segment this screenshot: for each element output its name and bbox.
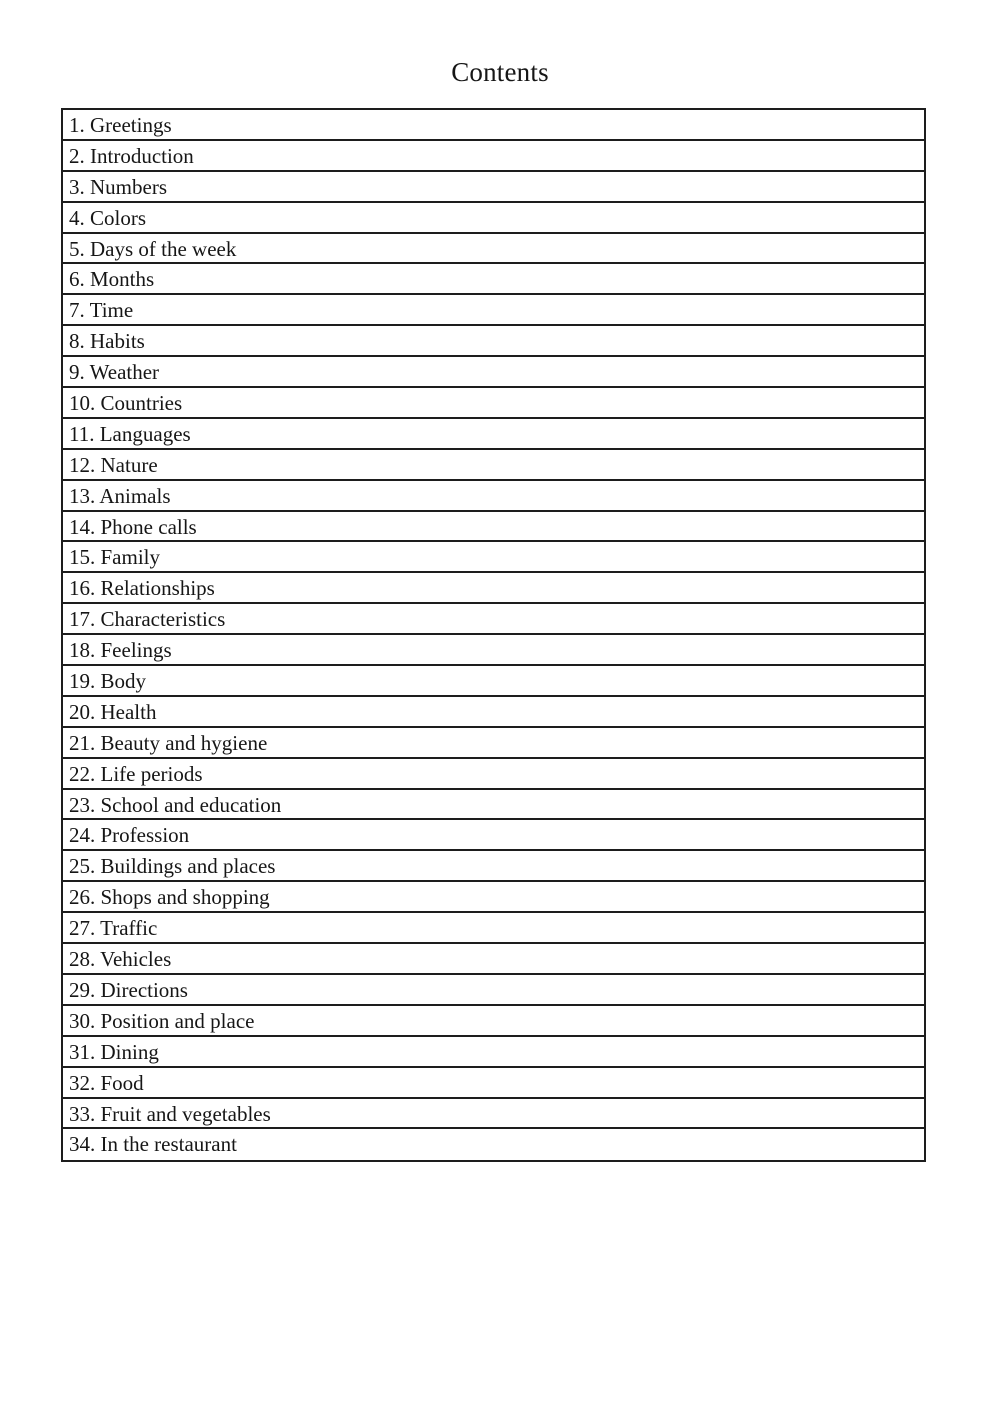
toc-row: 5. Days of the week [63, 234, 924, 265]
toc-row: 25. Buildings and places [63, 851, 924, 882]
toc-row: 14. Phone calls [63, 512, 924, 543]
toc-row: 2. Introduction [63, 141, 924, 172]
toc-row: 13. Animals [63, 481, 924, 512]
toc-row: 17. Characteristics [63, 604, 924, 635]
toc-row: 27. Traffic [63, 913, 924, 944]
toc-row: 34. In the restaurant [69, 1132, 237, 1157]
toc-row: 23. School and education [63, 790, 924, 821]
toc-row: 24. Profession [63, 820, 924, 851]
toc-row: 3. Numbers [63, 172, 924, 203]
toc-row: 31. Dining [63, 1037, 924, 1068]
toc-row: 15. Family [63, 542, 924, 573]
toc-row: 22. Life periods [63, 759, 924, 790]
toc-row: 12. Nature [63, 450, 924, 481]
page-title: Contents [451, 57, 549, 87]
toc-row: 29. Directions [63, 975, 924, 1006]
toc-row: 8. Habits [63, 326, 924, 357]
toc-row: 30. Position and place [63, 1006, 924, 1037]
toc-row: 20. Health [63, 697, 924, 728]
toc-row: 21. Beauty and hygiene [63, 728, 924, 759]
toc-row: 9. Weather [63, 357, 924, 388]
toc-row: 1. Greetings [63, 110, 924, 141]
toc-row: 32. Food [63, 1068, 924, 1099]
toc-row: 33. Fruit and vegetables [63, 1099, 924, 1130]
toc-row: 28. Vehicles [63, 944, 924, 975]
toc-row: 16. Relationships [63, 573, 924, 604]
toc-row: 11. Languages [63, 419, 924, 450]
toc-table [61, 108, 926, 1162]
toc-row: 18. Feelings [63, 635, 924, 666]
toc-row: 10. Countries [63, 388, 924, 419]
toc-row: 4. Colors [63, 203, 924, 234]
toc-row: 6. Months [63, 264, 924, 295]
toc-row: 26. Shops and shopping [63, 882, 924, 913]
toc-row: 7. Time [63, 295, 924, 326]
toc-row: 19. Body [63, 666, 924, 697]
